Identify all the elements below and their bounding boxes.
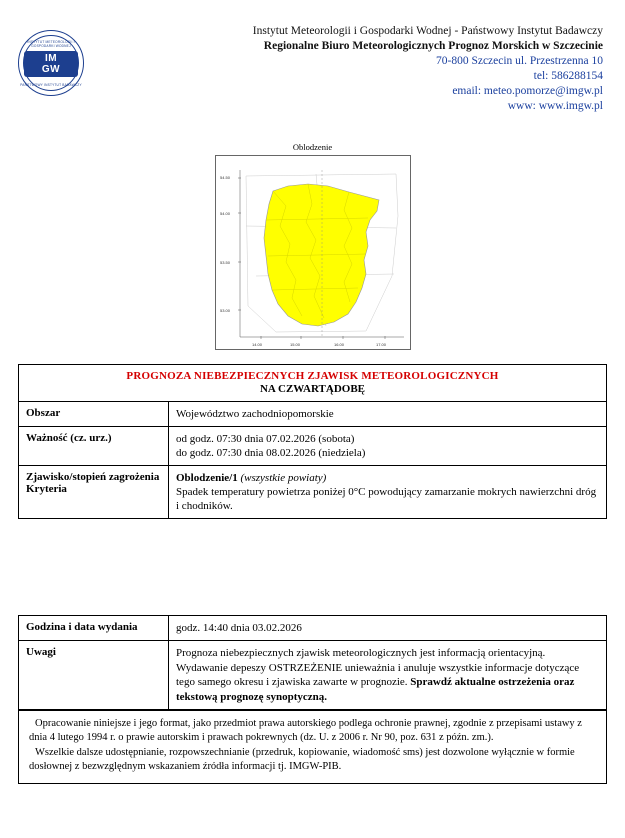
svg-text:15.00: 15.00	[289, 342, 300, 347]
logo-text-im: IM	[44, 53, 58, 64]
table-row	[19, 616, 606, 641]
row-value-validity	[169, 427, 606, 465]
office-email[interactable]: email: meteo.pomorze@imgw.pl	[452, 85, 603, 97]
validity-from: od godz. 07:30 dnia 07.02.2026 (sobota)	[176, 433, 355, 445]
row-label-remarks: Uwagi	[19, 641, 169, 709]
warning-table	[18, 364, 607, 519]
logo-arc-top-text: INSTYTUT METEOROLOGII I GOSPODARKI WODNEJ	[27, 40, 75, 48]
office-website[interactable]: www: www.imgw.pl	[507, 100, 603, 112]
table-row	[19, 466, 606, 519]
map-title: Oblodzenie	[292, 142, 333, 152]
phenomenon-criteria: Spadek temperatury powietrza poniżej 0°C powodujący zamarzanie mokrych nawierzchni dróg i chodników.	[176, 486, 597, 512]
svg-text:14.00: 14.00	[251, 342, 262, 347]
phenomenon-label-line1: Zjawisko/stopień zagrożenia	[26, 471, 160, 483]
phenomenon-label-line2: Kryteria	[26, 483, 67, 495]
copyright-paragraph-1: Opracowanie niniejsze i jego format, jako przedmiot prawa autorskiego podlega ochronie prawnej, zgodnie z przepisami ustawy z dnia 4 lutego 1994 r. o prawie autorskim i prawach pokrewnych (dz. U. z 2006 r. Nr 90, poz. 631 z późn. zm.).	[29, 718, 582, 743]
map-frame	[215, 155, 411, 350]
row-label-area: Obszar	[19, 402, 169, 426]
map-svg	[216, 156, 412, 351]
validity-to: do godz. 07:30 dnia 08.02.2026 (niedziela)	[176, 447, 366, 459]
logo-container	[18, 18, 90, 96]
voivodeship-shape	[264, 184, 379, 326]
table-row	[19, 402, 606, 427]
phenomenon-level: Oblodzenie/1	[176, 472, 238, 484]
document-header	[0, 0, 625, 114]
table-row	[19, 427, 606, 466]
table-row	[19, 641, 606, 710]
logo-arc-bottom-text: PAŃSTWOWY INSTYTUT BADAWCZY	[20, 83, 82, 87]
row-label-validity: Ważność (cz. urz.)	[19, 427, 169, 465]
row-value-phenomenon	[169, 466, 606, 518]
row-label-phenomenon	[19, 466, 169, 518]
copyright-block	[18, 710, 607, 784]
remarks-text: Prognoza niebezpiecznych zjawisk meteorologicznych jest informacją orientacyjną. Wydawanie depeszy OSTRZEŻENIE unieważnia i anuluje wszystkie informacje dotyczące tego samego okresu i zjawiska zawarte w prognozie.	[176, 647, 580, 688]
issue-table	[18, 615, 607, 710]
remarks-highlight: Sprawdź aktualne ostrzeżenia oraz tekstową prognozę synoptyczną.	[176, 676, 575, 703]
svg-text:54.00: 54.00	[219, 211, 230, 216]
svg-text:53.00: 53.00	[219, 308, 230, 313]
institute-name: Instytut Meteorologii i Gospodarki Wodnej - Państwowy Instytut Badawczy	[252, 25, 603, 37]
svg-text:17.00: 17.00	[375, 342, 386, 347]
institution-address-block	[90, 18, 603, 114]
svg-text:54.50: 54.50	[219, 175, 230, 180]
row-label-issue-time: Godzina i data wydania	[19, 616, 169, 640]
phenomenon-scope: (wszystkie powiaty)	[240, 472, 327, 484]
imgw-logo-icon	[18, 30, 84, 96]
copyright-paragraph-2: Wszelkie dalsze udostępnianie, rozpowszechnianie (przedruk, kopiowanie, wiadomość sms) jest dozwolone wyłącznie w formie dosłownej z bezwzględnym wskazaniem źródła informacji tj. IMGW-PIB.	[29, 747, 575, 772]
warning-title-row	[19, 365, 606, 402]
logo-text-gw: GW	[41, 64, 61, 75]
office-name: Regionalne Biuro Meteorologicznych Prognoz Morskich w Szczecinie	[263, 40, 603, 52]
map-section	[0, 142, 625, 350]
warning-title-sub: NA CZWARTĄDOBĘ	[259, 383, 366, 395]
svg-text:53.50: 53.50	[219, 260, 230, 265]
map-container	[215, 142, 411, 350]
row-value-remarks	[169, 641, 606, 709]
office-address: 70-800 Szczecin ul. Przestrzenna 10	[435, 55, 603, 67]
svg-text:16.00: 16.00	[333, 342, 344, 347]
office-phone: tel: 586288154	[533, 70, 603, 82]
warning-title-main: PROGNOZA NIEBEZPIECZNYCH ZJAWISK METEOROLOGICZNYCH	[126, 370, 499, 382]
layout-spacer	[0, 519, 625, 615]
logo-band	[24, 51, 78, 77]
row-value-area: Województwo zachodniopomorskie	[176, 408, 334, 420]
row-value-issue-time: godz. 14:40 dnia 03.02.2026	[176, 622, 302, 634]
